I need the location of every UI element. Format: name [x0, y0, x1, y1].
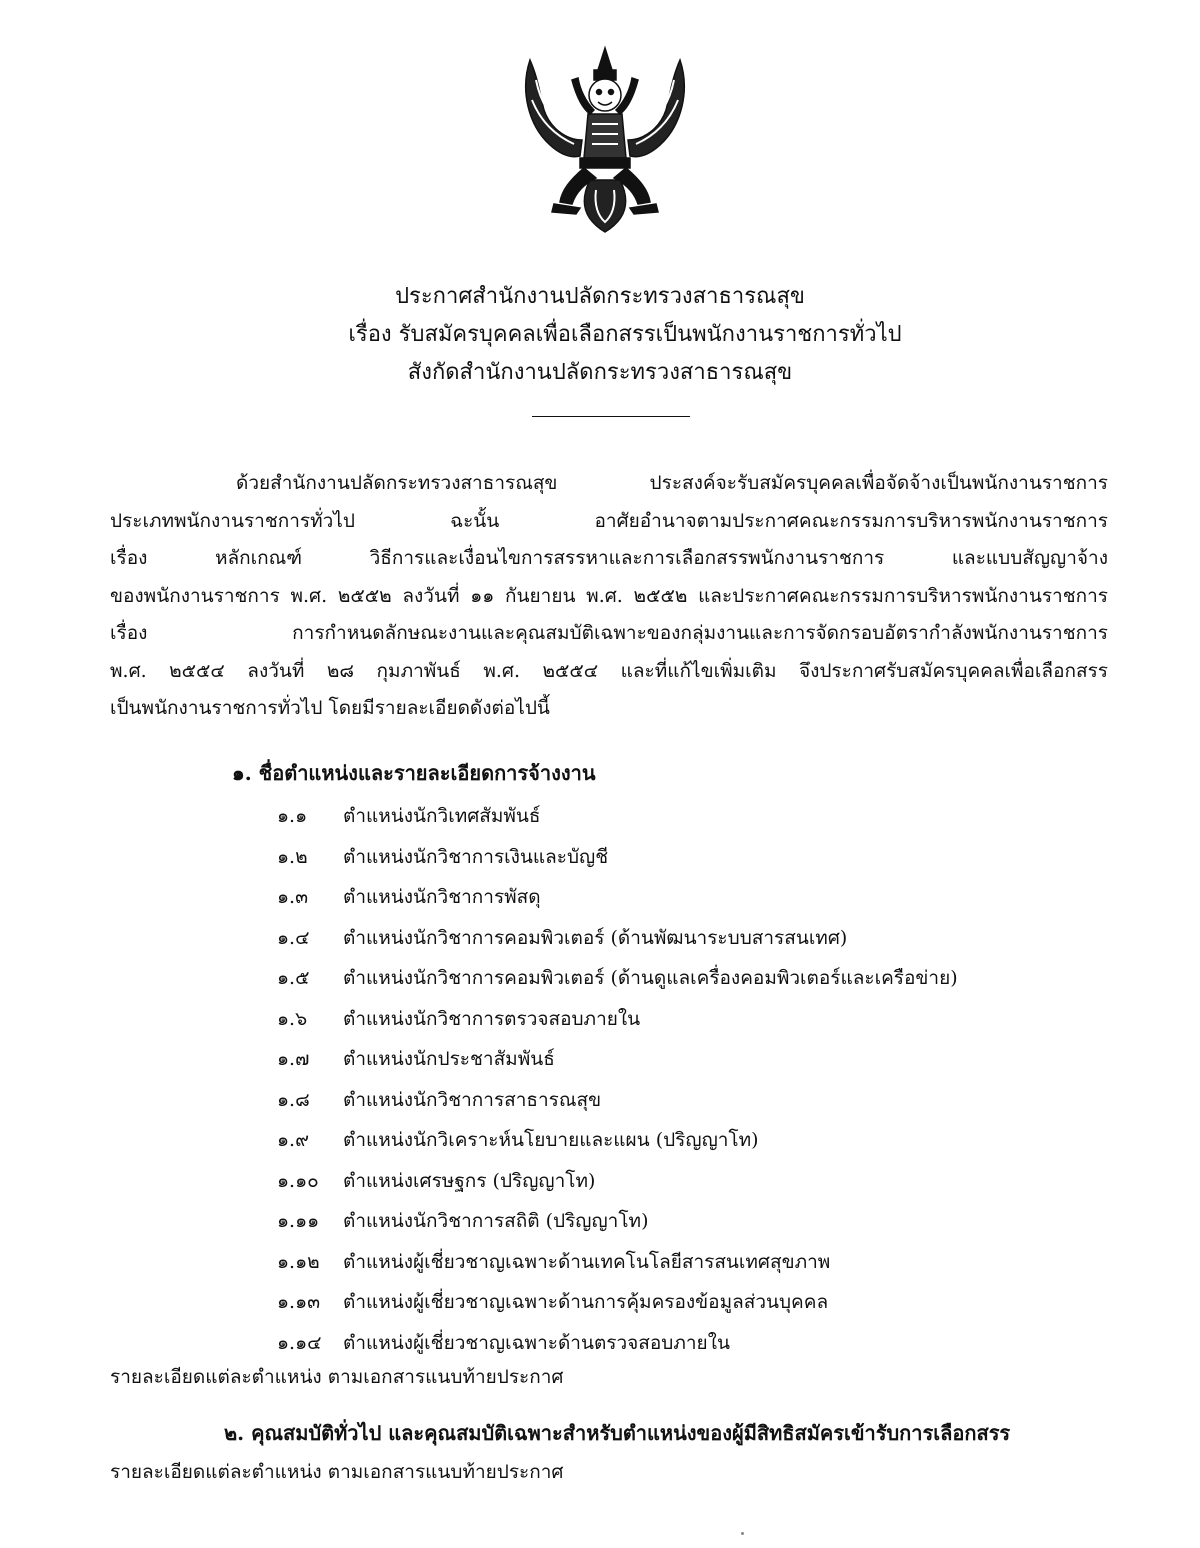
section-2-heading: ๒. คุณสมบัติทั่วไป และคุณสมบัติเฉพาะสำหรับตำแหน่งของผู้มีสิทธิสมัครเข้ารับการเลือกสรร	[224, 1421, 1011, 1445]
announcement-subject: เรื่อง รับสมัครบุคคลเพื่อเลือกสรรเป็นพนักงานราชการทั่วไป	[348, 322, 902, 347]
list-item	[277, 1080, 1077, 1121]
item-text: ตำแหน่งผู้เชี่ยวชาญเฉพาะด้านตรวจสอบภายใน	[343, 1331, 730, 1354]
item-number: ๑.๔	[277, 926, 310, 949]
section-1-detail-note: รายละเอียดแต่ละตำแหน่ง ตามเอกสารแนบท้ายประกาศ	[110, 1366, 564, 1388]
item-text: ตำแหน่งนักวิชาการพัสดุ	[343, 886, 541, 908]
item-text: ตำแหน่งนักวิชาการสาธารณสุข	[343, 1088, 602, 1111]
intro-line: เป็นพนักงานราชการทั่วไป โดยมีรายละเอียดดังต่อไปนี้	[110, 697, 550, 719]
list-item	[277, 837, 1077, 878]
announcement-title-block	[0, 278, 1200, 392]
list-item	[277, 1282, 1077, 1323]
intro-paragraph	[110, 465, 1108, 728]
item-text: ตำแหน่งนักวิชาการคอมพิวเตอร์ (ด้านดูแลเครื่องคอมพิวเตอร์และเครือข่าย)	[343, 967, 958, 989]
item-text: ตำแหน่งนักวิชาการตรวจสอบภายใน	[343, 1007, 641, 1030]
item-text: ตำแหน่งนักประชาสัมพันธ์	[343, 1048, 555, 1070]
item-number: ๑.๘	[277, 1088, 310, 1111]
item-number: ๑.๑๔	[277, 1331, 322, 1354]
list-item	[277, 999, 1077, 1040]
intro-line: พ.ศ. ๒๕๕๔ ลงวันที่ ๒๘ กุมภาพันธ์ พ.ศ. ๒๕๕๔ และที่แก้ไขเพิ่มเติม จึงประกาศรับสมัครบุคคลเพื่อเลือกสรร	[110, 659, 1108, 682]
garuda-emblem-icon	[510, 40, 700, 240]
item-number: ๑.๒	[277, 845, 308, 868]
item-number: ๑.๗	[277, 1048, 310, 1070]
intro-line: ด้วยสำนักงานปลัดกระทรวงสาธารณสุข ประสงค์จะรับสมัครบุคคลเพื่อจัดจ้างเป็นพนักงานราชการ	[236, 472, 1108, 494]
intro-line: เรื่อง หลักเกณฑ์ วิธีการและเงื่อนไขการสรรหาและการเลือกสรรพนักงานราชการ และแบบสัญญาจ้าง	[110, 547, 1108, 569]
intro-line: ประเภทพนักงานราชการทั่วไป ฉะนั้น อาศัยอำนาจตามประกาศคณะกรรมการบริหารพนักงานราชการ	[110, 509, 1108, 532]
position-list	[277, 796, 1077, 1363]
item-text: ตำแหน่งผู้เชี่ยวชาญเฉพาะด้านเทคโนโลยีสารสนเทศสุขภาพ	[343, 1250, 831, 1273]
list-item	[277, 958, 1077, 999]
title-divider	[532, 416, 690, 417]
list-item	[277, 1242, 1077, 1283]
list-item	[277, 1201, 1077, 1242]
item-number: ๑.๖	[277, 1007, 308, 1030]
item-text: ตำแหน่งนักวิเทศสัมพันธ์	[343, 805, 541, 827]
list-item	[277, 1039, 1077, 1080]
item-text: ตำแหน่งผู้เชี่ยวชาญเฉพาะด้านการคุ้มครองข้อมูลส่วนบุคคล	[343, 1291, 829, 1313]
item-number: ๑.๑	[277, 805, 308, 827]
item-text: ตำแหน่งนักวิเคราะห์นโยบายและแผน (ปริญญาโท)	[343, 1129, 759, 1151]
section-1-heading: ๑. ชื่อตำแหน่งและรายละเอียดการจ้างงาน	[232, 761, 596, 785]
list-item	[277, 918, 1077, 959]
item-number: ๑.๑๓	[277, 1291, 321, 1313]
item-number: ๑.๙	[277, 1129, 310, 1151]
item-number: ๑.๕	[277, 967, 310, 989]
intro-line: ของพนักงานราชการ พ.ศ. ๒๕๕๒ ลงวันที่ ๑๑ กันยายน พ.ศ. ๒๕๕๒ และประกาศคณะกรรมการบริหารพนักงานราชการ	[110, 584, 1108, 607]
item-text: ตำแหน่งนักวิชาการคอมพิวเตอร์ (ด้านพัฒนาระบบสารสนเทศ)	[343, 926, 848, 949]
item-text: ตำแหน่งนักวิชาการเงินและบัญชี	[343, 845, 609, 868]
item-text: ตำแหน่งเศรษฐกร (ปริญญาโท)	[343, 1169, 596, 1192]
list-item	[277, 1323, 1077, 1364]
list-item	[277, 877, 1077, 918]
list-item	[277, 1120, 1077, 1161]
section-2-detail-note: รายละเอียดแต่ละตำแหน่ง ตามเอกสารแนบท้ายประกาศ	[110, 1461, 564, 1483]
list-item	[277, 1161, 1077, 1202]
item-text: ตำแหน่งนักวิชาการสถิติ (ปริญญาโท)	[343, 1210, 649, 1232]
intro-line: เรื่อง การกำหนดลักษณะงานและคุณสมบัติเฉพาะของกลุ่มงานและการจัดกรอบอัตรากำลังพนักงานราชการ	[110, 622, 1108, 644]
announcement-title: ประกาศสำนักงานปลัดกระทรวงสาธารณสุข	[395, 284, 805, 309]
item-number: ๑.๓	[277, 886, 309, 908]
list-item	[277, 796, 1077, 837]
item-number: ๑.๑๐	[277, 1169, 319, 1192]
item-number: ๑.๑๑	[277, 1210, 320, 1232]
item-number: ๑.๑๒	[277, 1250, 320, 1273]
announcement-affiliation: สังกัดสำนักงานปลัดกระทรวงสาธารณสุข	[407, 360, 793, 385]
page-mark	[741, 1532, 744, 1535]
